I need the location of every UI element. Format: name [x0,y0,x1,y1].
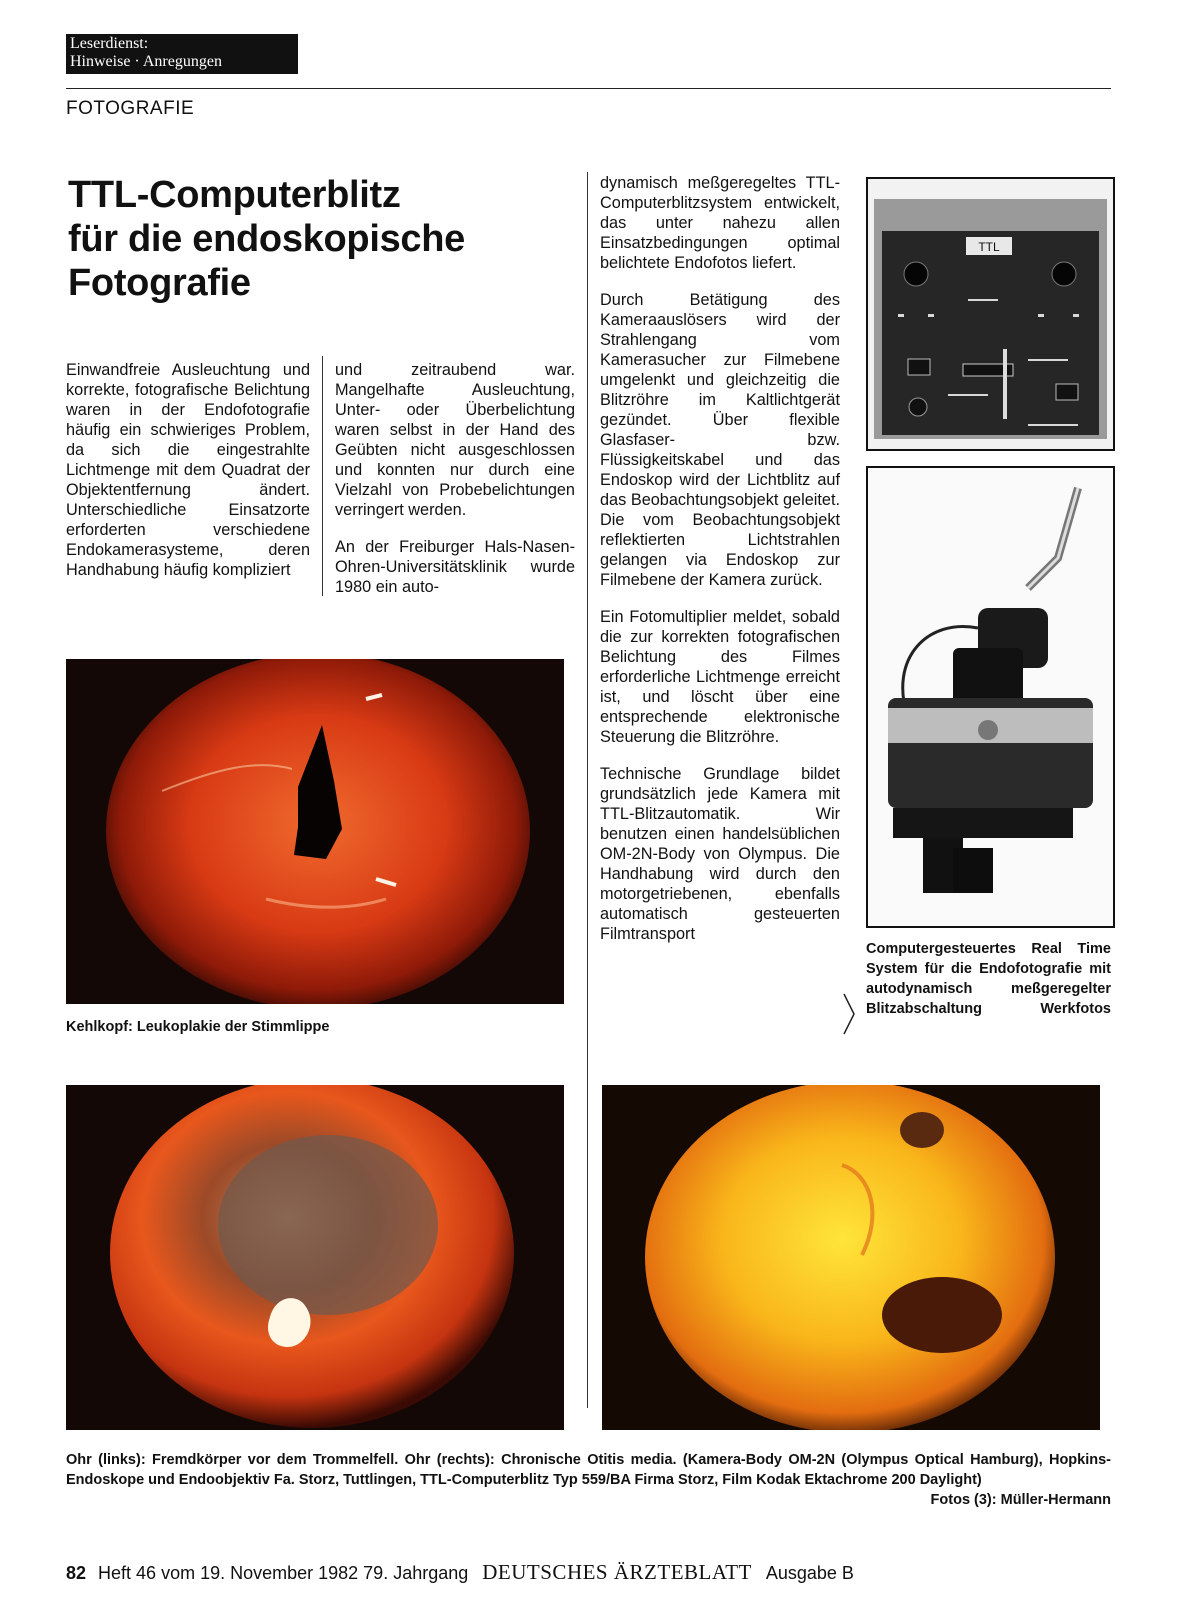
ear-photo-left [66,1085,564,1430]
paragraph: Ein Fotomultiplier meldet, sobald die zur korrekten fotografischen Belichtung des Filmes erforderliche Lichtmenge erreicht ist, und löscht über eine entsprechende elektronische Steuerung die Blitzröhre. [600,608,840,746]
ear-caption [66,1450,1111,1510]
edition: Ausgabe B [765,1563,854,1583]
device-caption [866,939,1111,1019]
device-photo [866,177,1115,451]
title-line-1: TTL-Computerblitz [68,174,401,216]
magazine-name: DEUTSCHES ÄRZTEBLATT [482,1560,752,1584]
page-number: 82 [66,1563,87,1583]
text-column-1 [66,360,310,597]
page-footer [66,1560,854,1585]
badge-line-2: Hinweise · Anregungen [70,53,222,70]
ear-caption-text: Ohr (links): Fremdkörper vor dem Trommelfell. Ohr (rechts): Chronische Otitis media. (Kamera-Body OM-2N (Olympus Optical Hamburg), Hopkins-Endoskope und Endoobjektiv Fa. Storz, Tuttlingen, TTL-Computerblitz Typ 559/BA Firma Storz, Film Kodak Ektachrome 200 Daylight) [66,1452,1111,1488]
larynx-caption: Kehlkopf: Leukoplakie der Stimmlippe [66,1019,330,1035]
article-title [68,173,548,305]
paragraph: dynamisch meßgeregeltes TTL-Computerblitzsystem entwickelt, das unter nahezu allen Einsatzbedingungen optimal belichtete Endofotos liefert. [600,174,840,272]
paragraph: An der Freiburger Hals-Nasen-Ohren-Universitätsklinik wurde 1980 ein auto- [335,538,575,596]
title-line-3: Fotografie [68,262,251,304]
section-badge [66,34,298,74]
column-divider [587,172,588,1408]
paragraph: Einwandfreie Ausleuchtung und korrekte, fotografische Belichtung waren in der Endofotografie häufig ein schwieriges Problem, da sich die eingestrahlte Lichtmenge mit dem Quadrat der Objektentfernung ändert. Unterschiedliche Einsatzorte erforderten verschiedene Endokamerasysteme, deren Handhabung häufig kompliziert [66,361,310,579]
ear-photo-right [602,1085,1100,1430]
camera-photo [866,466,1115,928]
paragraph: und zeitraubend war. Mangelhafte Ausleuchtung, Unter- oder Überbelichtung waren selbst in der Hand des Geübten nicht ausgeschlossen und konnten nur durch eine Vielzahl von Probebelichtungen verringert werden. [335,361,575,519]
column-divider [322,356,323,596]
badge-line-1: Leserdienst: [70,35,149,52]
device-panel-label: TTL [978,240,1000,254]
paragraph: Technische Grundlage bildet grundsätzlich jede Kamera mit TTL-Blitzautomatik. Wir benutzen einen handelsüblichen OM-2N-Body von Olympus. Die Handhabung wird durch den motorgetriebenen, ebenfalls automatisch gesteuerten Filmtransport [600,765,840,943]
issue-info: Heft 46 vom 19. November 1982 79. Jahrgang [98,1563,469,1583]
larynx-photo [66,659,564,1004]
text-column-2 [335,360,575,614]
header-rule [66,88,1111,89]
device-caption-text: Computergesteuertes Real Time System für die Endofotografie mit autodynamisch meßgeregelter Blitzabschaltung [866,941,1111,1017]
title-line-2: für die endoskopische [68,218,466,260]
section-label: FOTOGRAFIE [66,98,195,119]
device-credit: Werkfotos [1040,1001,1111,1017]
continue-arrow-icon [842,992,856,1036]
ear-credit: Fotos (3): Müller-Hermann [930,1492,1111,1508]
text-column-3 [600,173,840,961]
paragraph: Durch Betätigung des Kameraauslösers wird der Strahlengang vom Kamerasucher zur Filmebene umgelenkt und gleichzeitig die Blitzröhre im Kaltlichtgerät gezündet. Über flexible Glasfaser- bzw. Flüssigkeitskabel und das Endoskop wird der Lichtblitz auf das Beobachtungsobjekt geleitet. Die vom Beobachtungsobjekt reflektierten Lichtstrahlen gelangen via Endoskop zur Filmebene der Kamera zurück. [600,291,840,589]
